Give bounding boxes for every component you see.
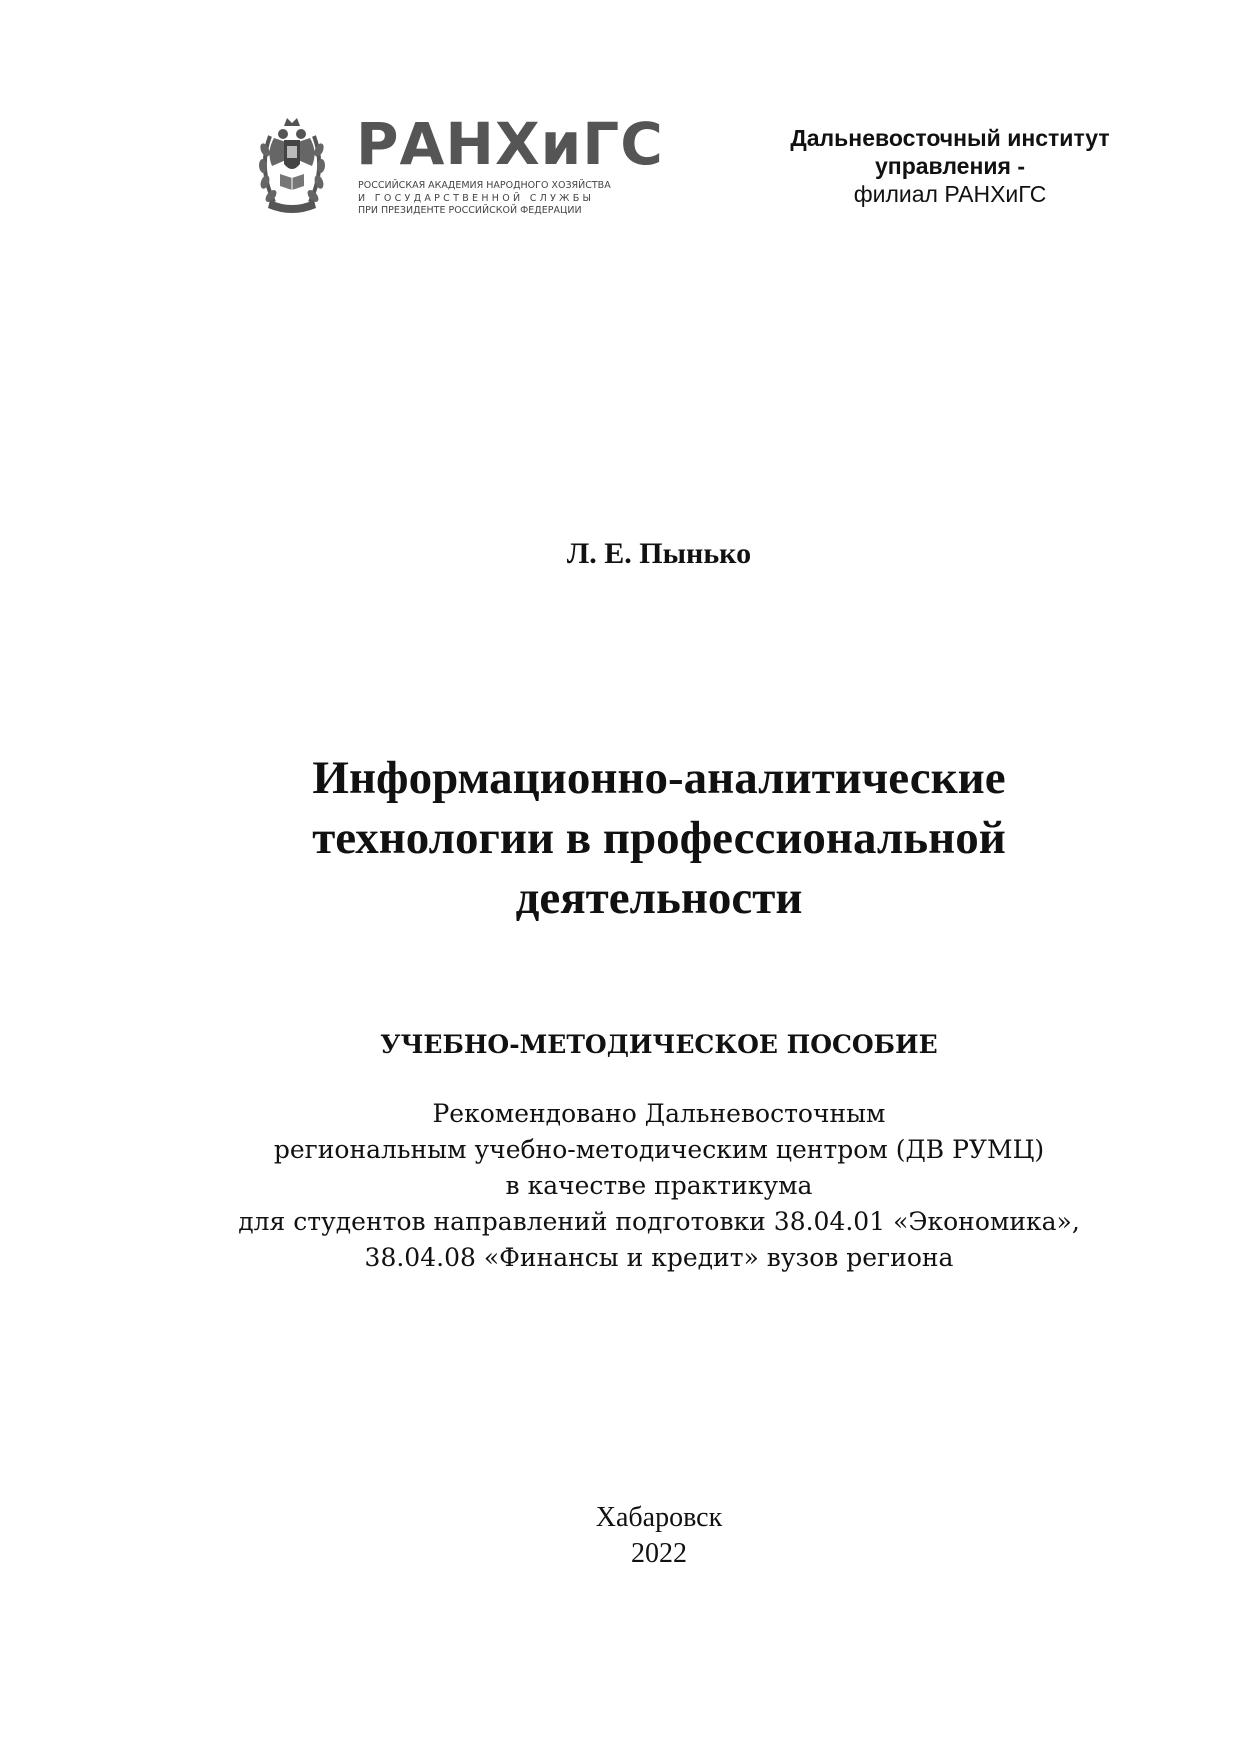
recommendation-line: для студентов направлений подготовки 38.04.01 «Экономика», [238,1207,1080,1236]
recommendation-text [180,1096,1138,1276]
institute-line: филиал РАНХиГС [853,181,1047,207]
recommendation-line: в качестве практикума [505,1171,813,1200]
recommendation-line: Рекомендовано Дальневосточным [432,1099,886,1128]
imprint-city: Хабаровск [595,1502,723,1533]
logo-subtitle-line: ПРИ ПРЕЗИДЕНТЕ РОССИЙСКОЙ ФЕДЕРАЦИИ [358,205,582,216]
logo-subtitle-line: РОССИЙСКАЯ АКАДЕМИЯ НАРОДНОГО ХОЗЯЙСТВА [358,180,611,191]
title-line: деятельности [515,872,803,924]
logo-subtitle [358,180,611,218]
title-line: технологии в профессиональной [312,812,1006,864]
recommendation-line: 38.04.08 «Финансы и кредит» вузов региона [364,1243,954,1272]
logo-wordmark: РАНХиГС [356,110,664,178]
imprint-year: 2022 [631,1538,687,1569]
document-type: УЧЕБНО-МЕТОДИЧЕСКОЕ ПОСОБИЕ [380,1030,938,1059]
institute-header [760,124,1140,208]
imprint [180,1500,1138,1572]
author-name: Л. Е. Пынько [566,537,752,570]
double-headed-eagle-emblem-icon [256,116,328,218]
institute-line: управления - [875,153,1025,179]
ranepa-logo [256,110,664,222]
document-title [180,748,1138,928]
logo-subtitle-line: И ГОСУДАРСТВЕННОЙ СЛУЖБЫ [358,192,595,204]
institute-line: Дальневосточный институт [790,125,1110,151]
title-line: Информационно-аналитические [312,752,1006,804]
recommendation-line: региональным учебно-методическим центром (ДВ РУМЦ) [273,1135,1045,1164]
